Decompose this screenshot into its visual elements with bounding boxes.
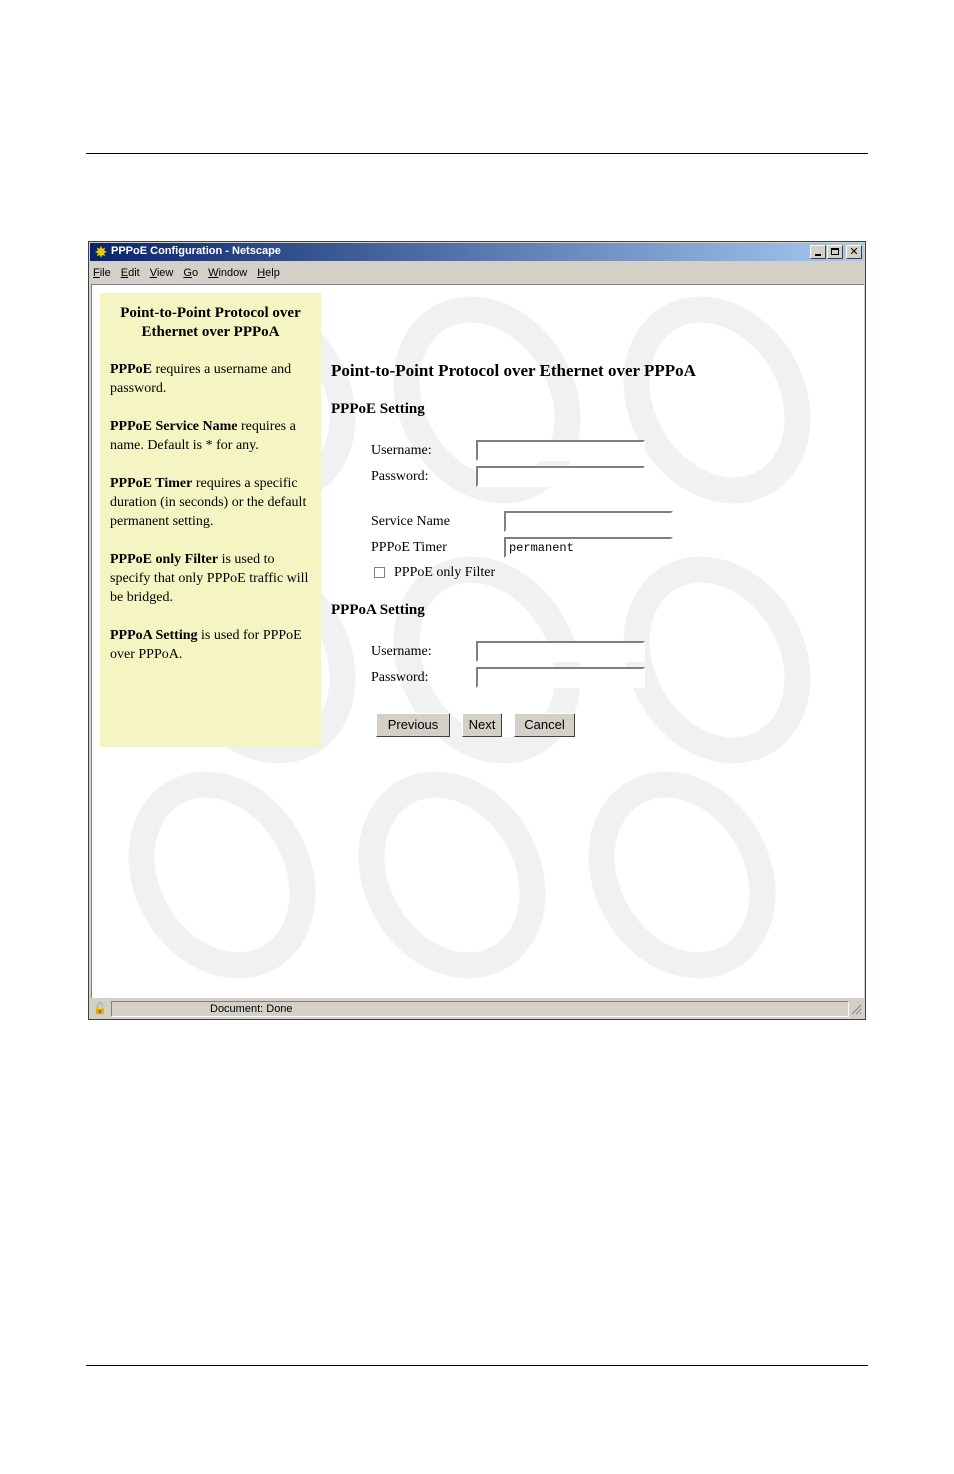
- pppoe-setting-heading: PPPoE Setting: [331, 401, 425, 417]
- pppoe-only-filter: [374, 565, 495, 581]
- pppoa-setting-heading: PPPoA Setting: [331, 602, 425, 618]
- menu-window[interactable]: Window: [208, 267, 248, 279]
- menu-help[interactable]: Help: [257, 267, 280, 279]
- pppoe-only-filter-checkbox[interactable]: [374, 567, 385, 578]
- pppoa-password-input[interactable]: [476, 667, 645, 688]
- maximize-button[interactable]: [827, 245, 843, 259]
- help-title: Point-to-Point Protocol over Ethernet over PPPoA: [120, 305, 301, 340]
- service-name-label: Service Name: [371, 514, 450, 529]
- menu-file[interactable]: File: [93, 267, 111, 279]
- pppoe-password-input[interactable]: [476, 466, 645, 487]
- pppoe-username-input[interactable]: [476, 440, 645, 461]
- netscape-icon: ✵: [95, 244, 107, 260]
- pppoe-password-label: Password:: [371, 469, 429, 484]
- help-item: PPPoA Setting is used for PPPoE over PPPoA.: [110, 628, 302, 662]
- help-item: PPPoE Timer requires a specific duration (in seconds) or the default permanent setting.: [110, 476, 307, 529]
- close-button[interactable]: [846, 245, 862, 259]
- close-icon: ✕: [849, 245, 859, 258]
- title-bar[interactable]: [90, 243, 864, 261]
- help-item: PPPoE requires a username and password.: [110, 362, 292, 396]
- status-text: Document: Done: [111, 1001, 849, 1017]
- minimize-icon: [815, 254, 821, 256]
- pppoe-timer-input[interactable]: [504, 537, 673, 558]
- page-top-rule: [86, 153, 868, 154]
- resize-grip-icon[interactable]: [850, 1003, 862, 1015]
- pppoa-password-label: Password:: [371, 670, 429, 685]
- service-name-input[interactable]: [504, 511, 673, 532]
- status-bar: [91, 1000, 864, 1018]
- pppoe-only-filter-label: PPPoE only Filter: [394, 565, 496, 580]
- config-form: [331, 285, 851, 745]
- maximize-icon: [831, 248, 839, 255]
- lock-icon[interactable]: 🔓: [93, 1003, 107, 1015]
- next-button[interactable]: Next: [462, 713, 502, 737]
- browser-window: [88, 241, 866, 1020]
- page-title: Point-to-Point Protocol over Ethernet over PPPoA: [331, 361, 696, 380]
- page-bottom-rule: [86, 1365, 868, 1366]
- pppoa-username-input[interactable]: [476, 641, 645, 662]
- previous-button[interactable]: Previous: [376, 713, 450, 737]
- menu-go[interactable]: Go: [183, 267, 199, 279]
- help-panel: [100, 293, 321, 747]
- menu-edit[interactable]: Edit: [120, 267, 140, 279]
- menu-view[interactable]: View: [149, 267, 174, 279]
- help-item: PPPoE only Filter is used to specify that only PPPoE traffic will be bridged.: [110, 552, 309, 605]
- minimize-button[interactable]: [810, 245, 826, 259]
- pppoe-timer-label: PPPoE Timer: [371, 540, 447, 555]
- window-title: PPPoE Configuration - Netscape: [111, 245, 281, 257]
- menu-bar: [93, 264, 290, 282]
- cancel-button[interactable]: Cancel: [514, 713, 575, 737]
- help-item: PPPoE Service Name requires a name. Default is * for any.: [110, 419, 296, 453]
- pppoa-username-label: Username:: [371, 644, 432, 659]
- page-content: [91, 284, 864, 998]
- pppoe-username-label: Username:: [371, 443, 432, 458]
